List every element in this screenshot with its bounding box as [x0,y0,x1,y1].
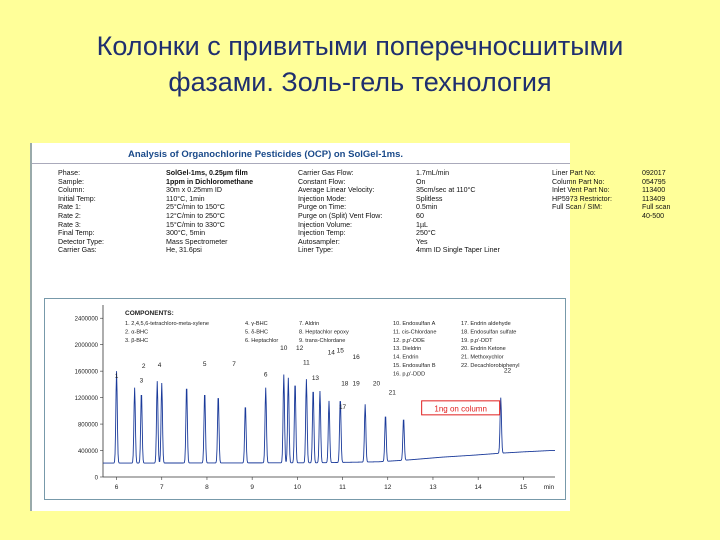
peak-label: 12 [296,344,304,352]
component-item: 5. δ-BHC [245,329,269,336]
component-item: 3. β-BHC [125,337,149,344]
param-value: 35cm/sec at 110°C [416,186,476,195]
peak-label: 16 [352,354,360,362]
param-value: Mass Spectrometer [166,237,228,246]
param-value: 1.7mL/min [416,169,450,177]
param-row [298,212,500,221]
param-key: Rate 2: [58,211,81,220]
param-row [298,238,500,247]
component-item: 18. Endosulfan sulfate [461,329,517,336]
component-item: 12. p,p'-DDE [393,337,425,344]
param-row [298,169,500,178]
x-tick-label: 6 [114,484,119,491]
param-row [58,178,253,187]
peak-label: 22 [503,367,512,375]
peak-label: 3 [139,377,144,385]
param-key: Phase: [58,169,81,177]
param-key: Full Scan / SIM: [552,203,603,212]
component-item: 10. Endosulfan A [393,321,436,327]
x-tick-label: 10 [293,484,301,491]
param-key: Detector Type: [58,237,105,246]
component-item: 17. Endrin aldehyde [461,321,511,327]
component-item: 1. 2,4,5,6-tetrachloro-meta-xylene [125,321,209,327]
param-row [58,195,253,204]
panel-title: Analysis of Organochlorine Pesticides (OCP) on SolGel-1ms. [128,149,404,160]
x-tick-label: 7 [159,484,164,491]
peak-label: 15 [336,347,344,355]
param-row [552,169,670,178]
param-row [58,212,253,221]
conditions-middle [298,169,500,255]
conditions-left [58,169,253,255]
param-value: 1µL [416,220,428,229]
param-value: SolGel-1ms, 0.25µm film [166,169,248,177]
param-value: He, 31.6psi [166,246,202,255]
param-key: Liner Part No: [552,169,596,177]
param-row [552,178,670,187]
param-value: 25°C/min to 150°C [166,203,225,212]
param-value: 110°C, 1min [166,194,205,203]
component-item: 6. Heptachlor [245,337,279,344]
peak-label: 10 [280,344,288,352]
peak-label: 5 [202,360,207,368]
param-value: 113400 [642,186,666,195]
param-row [298,246,500,255]
chromatogram-trace [103,371,555,463]
param-row [58,169,253,178]
param-key: Column Part No: [552,177,605,186]
param-row [552,203,670,212]
param-key: Rate 1: [58,203,81,212]
param-key: Carrier Gas Flow: [298,169,354,177]
param-key: Injection Volume: [298,220,353,229]
param-row [58,203,253,212]
param-key: Final Temp: [58,229,95,238]
x-tick-label: 11 [339,484,346,491]
param-key: Autosampler: [298,237,340,246]
peak-label: 20 [372,380,381,388]
peak-label: 2 [141,362,146,370]
param-key: Average Linear Velocity: [298,186,375,195]
peak-label: 11 [303,359,310,367]
component-item: 22. Decachlorobiphenyl [461,363,520,369]
component-item: 16. p,p'-DDD [393,371,426,378]
param-value: 1ppm in Dichloromethane [166,177,254,186]
y-tick-label: 2000000 [74,343,98,350]
component-item: 15. Endosulfan B [393,363,436,369]
param-value: Yes [416,237,428,246]
param-row [58,238,253,247]
y-tick-label: 0 [94,475,98,482]
param-value: 092017 [642,169,666,177]
chromatogram-chart [44,298,566,500]
component-item: 21. Methoxychlor [461,354,504,361]
peak-label: 14 [327,349,335,357]
panel-divider [32,163,570,164]
param-row [58,229,253,238]
param-key: Liner Type: [298,246,333,255]
param-key: Rate 3: [58,220,81,229]
component-item: 20. Endrin Ketone [461,346,506,353]
param-value: Splitless [416,194,443,203]
peak-label: 19 [352,380,360,388]
param-key: Constant Flow: [298,177,346,186]
param-row [58,186,253,195]
param-value: On [416,177,426,186]
param-row [552,186,670,195]
param-key: Purge on Time: [298,203,347,212]
x-tick-label: 15 [519,484,527,491]
param-row [298,221,500,230]
component-item: 11. cis-Chlordane [393,329,437,336]
component-item: 2. α-BHC [125,329,149,336]
slide-title [0,28,720,100]
param-key: Injection Mode: [298,194,347,203]
param-value: 054795 [642,177,666,186]
param-value: 4mm ID Single Taper Liner [416,246,500,255]
param-value: 30m x 0.25mm ID [166,186,222,195]
param-row [552,212,670,221]
param-value: 40-500 [642,211,665,220]
components-header: COMPONENTS: [125,310,174,317]
component-item: 14. Endrin [393,354,419,361]
component-item: 13. Dieldrin [393,346,422,353]
param-key: Initial Temp: [58,194,96,203]
x-tick-label: 9 [250,484,254,491]
param-key: Sample: [58,177,85,186]
param-value: 60 [416,211,424,220]
param-value: 250°C [416,229,436,238]
param-key: Column: [58,186,85,195]
param-row [298,178,500,187]
x-axis-label: min [543,484,555,491]
x-tick-label: 12 [384,484,392,491]
y-tick-label: 1200000 [74,396,98,403]
param-key: Injection Temp: [298,229,346,238]
peak-label: 21 [388,389,396,397]
component-item: 9. trans-Chlordane [299,337,346,344]
peak-label: 17 [338,403,347,411]
param-row [58,221,253,230]
param-value: Full scan [642,203,671,212]
param-key: Carrier Gas: [58,246,97,255]
annotation-text: 1ng on column [434,404,487,414]
conditions-right [552,169,670,221]
param-row [298,229,500,238]
param-value: 0.5min [416,203,438,212]
peak-label: 4 [157,362,162,370]
chromatogram-panel [30,143,671,511]
y-tick-label: 400000 [77,449,98,456]
peak-label: 1 [114,372,119,380]
x-tick-label: 8 [205,484,209,491]
component-item: 8. Heptachlor epoxy [299,329,349,336]
param-value: 15°C/min to 330°C [166,220,225,229]
param-value: 113409 [642,194,666,203]
x-tick-label: 13 [429,484,437,491]
param-key: HP5973 Restrictor: [552,194,612,203]
param-key: Purge on (Split) Vent Flow: [298,211,383,220]
peak-label: 18 [341,380,349,388]
peak-label: 13 [311,374,320,382]
param-key [552,212,642,221]
param-row [298,203,500,212]
y-tick-label: 1600000 [74,369,98,376]
component-item: 4. γ-BHC [245,321,268,327]
y-tick-label: 2400000 [74,316,98,323]
slide-title-line1: Колонки с привитыми поперечносшитыми [96,31,624,61]
y-tick-label: 800000 [77,422,98,429]
component-item: 19. p,p'-DDT [461,337,493,344]
component-item: 7. Aldrin [299,321,320,327]
param-row [298,195,500,204]
peak-label: 7 [232,360,236,368]
param-row [552,195,670,204]
peak-label: 6 [263,371,268,379]
chromatogram-svg [45,299,565,499]
param-row [58,246,253,255]
param-key: Inlet Vent Part No: [552,186,610,195]
param-value: 12°C/min to 250°C [166,211,225,220]
x-tick-label: 14 [474,484,482,491]
param-value: 300°C, 5min [166,229,206,238]
param-row [298,186,500,195]
slide-title-line2: фазами. Золь-гель технология [168,67,552,97]
